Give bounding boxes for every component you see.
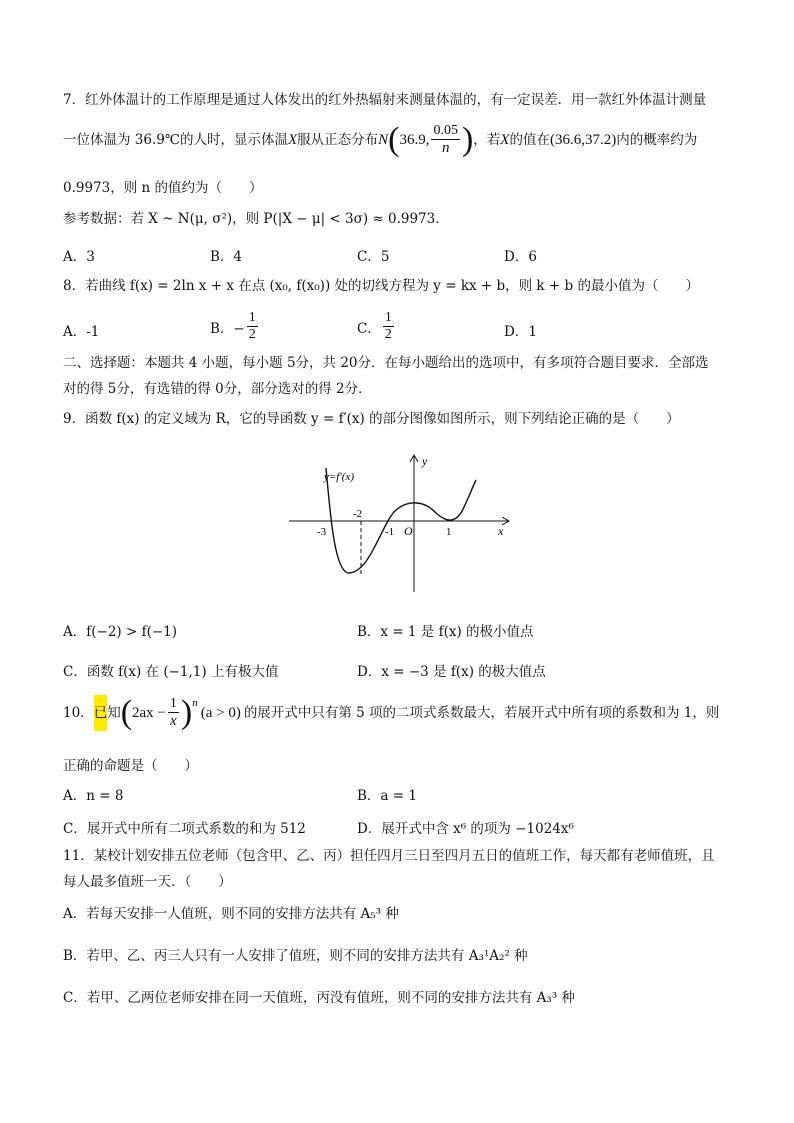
q7-fraction <box>431 123 460 157</box>
q10-inner: 2ax − <box>132 705 166 722</box>
q7-left-paren: ( <box>388 121 400 159</box>
q8-option-a: A．-1 <box>63 324 100 340</box>
q7-line2 <box>63 123 697 157</box>
q10-line1 <box>63 695 719 731</box>
q8-option-c-prefix: C． <box>357 320 381 337</box>
q10-zhi: 知 <box>107 705 121 721</box>
q8-option-c <box>357 310 396 343</box>
q10-number: 10． <box>63 705 94 721</box>
q10-frac-num: 1 <box>168 696 179 713</box>
q10-frac-den: x <box>170 713 177 730</box>
q7-option-a: A．3 <box>63 249 95 265</box>
graph-origin-label: O <box>404 524 413 538</box>
q7-line3: 0.9973，则 n 的值约为（ ） <box>63 180 263 196</box>
q7-right-paren: ) <box>461 121 474 159</box>
q10-option-a: A．n = 8 <box>63 788 124 804</box>
q9-option-a: A．f(−2) > f(−1) <box>63 624 178 640</box>
q7-line2-c: 服从正态分布 <box>297 132 379 149</box>
q10-right-paren: ) <box>180 694 193 732</box>
q10-option-d: D．展开式中含 x⁶ 的项为 −1024x⁶ <box>357 821 574 837</box>
graph-function-label: y=f′(x) <box>324 471 354 483</box>
q10-rest: 的展开式中只有第 5 项的二项式系数最大，若展开式中所有项的系数和为 1，则 <box>243 705 720 721</box>
q10-exponent: n <box>192 697 198 709</box>
q7-param-a: 36.9, <box>399 132 430 149</box>
graph-x-label: x <box>498 524 504 538</box>
q10-left-paren: ( <box>120 694 133 732</box>
q9-derivative-graph <box>286 450 516 595</box>
q9-option-d: D．x = −3 是 f(x) 的极大值点 <box>357 664 546 680</box>
q11-line2: 每人最多值班一天．（ ） <box>63 874 232 890</box>
q7-line2-g: 内的概率约为 <box>616 132 698 149</box>
q7-line2-a: 一位体温为 36.9℃的人时，显示体温 <box>63 132 288 149</box>
q9-option-c: C．函数 f(x) 在 (−1,1) 上有极大值 <box>63 664 279 680</box>
q8-c-num: 1 <box>383 310 394 327</box>
section2-line1: 二、选择题：本题共 4 小题，每小题 5分，共 20分．在每小题给出的选项中，有多项符合题目要求．全部选 <box>63 355 709 371</box>
q10-fraction <box>168 696 179 730</box>
q8-b-num: 1 <box>247 310 258 327</box>
tick-label: -1 <box>385 526 395 538</box>
q7-interval: (36.6,37.2) <box>549 132 617 149</box>
q7-line1: 7．红外体温计的工作原理是通过人体发出的红外热辐射来测量体温的，有一定误差．用一款红外体温计测量 <box>63 92 707 108</box>
q7-frac-den: n <box>441 140 450 157</box>
q7-var-x2: X <box>500 132 510 149</box>
q10-condition: (a > 0) <box>200 705 241 722</box>
q7-option-d: D．6 <box>504 249 537 265</box>
q11-option-b: B．若甲、乙、丙三人只有一人安排了值班，则不同的安排方法共有 A₃¹A₂² 种 <box>63 948 528 964</box>
tick-label: 1 <box>446 526 452 538</box>
q8-option-d: D．1 <box>504 324 537 340</box>
q8-option-b-prefix: B．− <box>210 320 245 337</box>
q8-stem: 8．若曲线 f(x) = 2ln x + x 在点 (x₀, f(x₀)) 处的切线方程为 y = kx + b，则 k + b 的最小值为（ ） <box>63 278 699 294</box>
q8-option-c-fraction <box>383 310 394 343</box>
tick-label: -3 <box>317 526 327 538</box>
q8-c-den: 2 <box>384 327 392 343</box>
q8-option-b-fraction <box>247 310 258 343</box>
q7-reference: 参考数据：若 X ~ N(μ, σ²)，则 P(|X − μ| < 3σ) ≈ 0.9973． <box>63 211 449 227</box>
q10-highlight: 已 <box>94 695 108 731</box>
q7-frac-num: 0.05 <box>431 123 460 140</box>
q11-line1: 11．某校计划安排五位老师（包含甲、乙、丙）担任四月三日至四月五日的值班工作，每天都有老师值班，且 <box>63 848 715 864</box>
q8-b-den: 2 <box>248 327 256 343</box>
q7-line2-f: 的值在 <box>509 132 550 149</box>
tick-label: -2 <box>353 508 363 520</box>
q8-option-b <box>210 310 260 343</box>
q10-option-c: C．展开式中所有二项式系数的和为 512 <box>63 821 306 837</box>
q7-option-b: B．4 <box>210 249 243 265</box>
graph-y-label: y <box>422 454 428 468</box>
q7-normal-n: N <box>378 132 389 149</box>
q7-var-x: X <box>287 132 298 149</box>
q11-option-a: A．若每天安排一人值班，则不同的安排方法共有 A₅³ 种 <box>63 906 399 922</box>
q9-option-b: B．x = 1 是 f(x) 的极小值点 <box>357 624 534 640</box>
q7-option-c: C．5 <box>357 249 390 265</box>
q10-line2: 正确的命题是（ ） <box>63 758 198 774</box>
q7-line2-d: ，若 <box>473 132 501 149</box>
q11-option-c: C．若甲、乙两位老师安排在同一天值班，丙没有值班，则不同的安排方法共有 A₃³ 种 <box>63 990 575 1006</box>
section2-line2: 对的得 5分，有选错的得 0分，部分选对的得 2分． <box>63 381 372 397</box>
q10-option-b: B．a = 1 <box>357 788 417 804</box>
q9-stem: 9．函数 f(x) 的定义域为 R，它的导函数 y = f′(x) 的部分图像如图所示，则下列结论正确的是（ ） <box>63 411 680 427</box>
